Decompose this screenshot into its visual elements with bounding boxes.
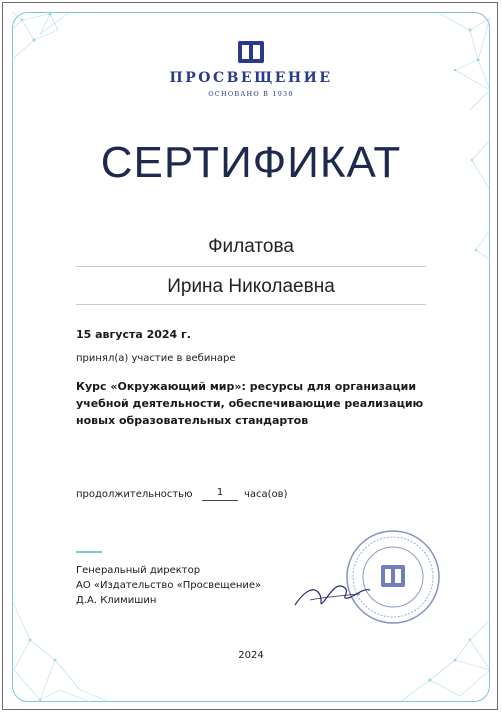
- duration-value: 1: [202, 487, 238, 501]
- signatory-name: Д.А. Климишин: [76, 595, 157, 606]
- signatory-organization: АО «Издательство «Просвещение»: [76, 580, 262, 591]
- event-date: 15 августа 2024 г.: [76, 328, 191, 341]
- signatory-position: Генеральный директор: [76, 565, 201, 576]
- certificate-title: СЕРТИФИКАТ: [100, 138, 402, 187]
- duration-unit: часа(ов): [244, 489, 288, 500]
- publisher-name: ПРОСВЕЩЕНИЕ: [169, 70, 333, 86]
- publisher-logo-icon: [237, 40, 265, 64]
- name-divider: [76, 304, 426, 305]
- recipient-first-middle-name: Ирина Николаевна: [167, 276, 335, 297]
- signatory-block: [76, 563, 261, 608]
- name-divider: [76, 266, 426, 267]
- accent-line: [76, 551, 102, 553]
- certificate-year: 2024: [238, 650, 264, 661]
- recipient-last-name: Филатова: [208, 236, 294, 257]
- signature-icon: [290, 570, 380, 615]
- course-title: Курс «Окружающий мир»: ресурсы для организации учебной деятельности, обеспечивающие реализацию новых образовательных стандартов: [76, 380, 424, 427]
- publisher-tagline: ОСНОВАНО В 1930: [208, 90, 294, 98]
- duration-label: продолжительностью: [76, 489, 193, 500]
- participation-text: принял(а) участие в вебинаре: [76, 353, 236, 364]
